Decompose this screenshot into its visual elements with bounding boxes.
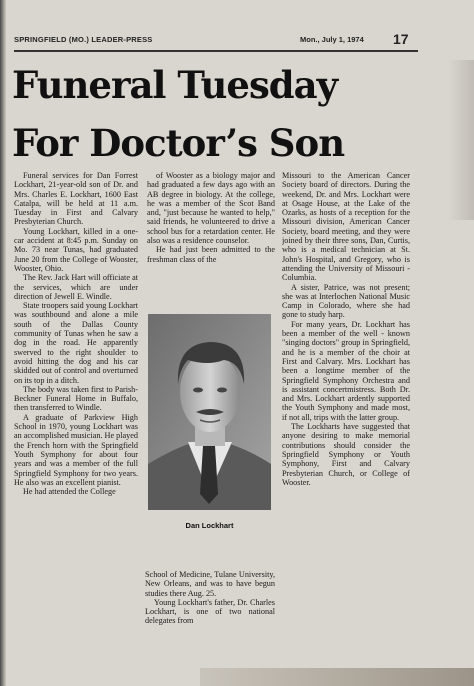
paragraph: Missouri to the American Cancer Society board of directors. During the weekend, Dr. and Mrs. Lockhart were at Osage House, at the Lake of the Ozarks, as hosts of a reception for the Missouri division, American Cancer Society, board meeting, and they were joined by their three sons, Dan, Curtis, who is a medical technician at St. John's Hospital, and Gregory, who is attending the University of Missouri - Columbia.: [282, 171, 410, 283]
article-column-1: [14, 171, 138, 659]
paragraph: State troopers said young Lockhart was southbound and alone a mile south of the Dallas County community of Tunas when he saw a dog in the road. He apparently swerved to the right shoulder to avoid hitting the dog and his car skidded out of control and overturned on its top in a ditch.: [14, 301, 138, 385]
masthead-page-number: 17: [393, 31, 409, 47]
paragraph: A graduate of Parkview High School in 1970, young Lockhart was an accomplished musician. He played the French horn with the Springfield Youth Symphony for about four years and was a member of the full Springfield Symphony for two years. He also was an excellent pianist.: [14, 412, 138, 487]
article-column-2-top: [147, 171, 275, 313]
paragraph: He had attended the College: [23, 487, 116, 497]
paragraph: A sister, Patrice, was not present; she was at Interlochen National Music Camp in Colorado, where she had gone to study harp.: [282, 282, 410, 320]
paragraph: Young Lockhart's father, Dr. Charles Lockhart, is one of two national delegates from: [145, 597, 275, 626]
paragraph: The Lockharts have suggested that anyone desiring to make memorial contributions should consider the Springfield Symphony or Youth Symphony, First and Calvary Presbyterian Church, or College of Wooster.: [282, 422, 410, 487]
portrait-photo: [148, 314, 271, 510]
adjacent-clipping-strip: [200, 668, 474, 686]
headline-line-2: For Doctor’s Son: [12, 121, 345, 165]
masthead-paper: SPRINGFIELD (MO.) LEADER-PRESS: [14, 35, 153, 44]
headline-line-1: Funeral Tuesday: [12, 63, 338, 107]
article-column-3: [282, 171, 410, 669]
masthead-rule: [14, 50, 418, 52]
photo-caption: Dan Lockhart: [185, 521, 234, 530]
paragraph: Funeral services for Dan Forrest Lockhart, 21-year-old son of Dr. and Mrs. Charles E. Lockhart, 1600 East Catalpa, will be held at 11 a.m. Tuesday in First and Calvary Presbyterian Church.: [14, 171, 138, 227]
paragraph: Young Lockhart, killed in a one-car accident at 8:45 p.m. Sunday on Mo. 73 near Tunas, had graduated June 20 from the College of Wooster, Wooster, Ohio.: [14, 226, 138, 273]
paragraph: The Rev. Jack Hart will officiate at the services, which are under direction of Jewell E. Windle.: [14, 273, 138, 301]
paragraph: of Wooster as a biology major and had graduated a few days ago with an AB degree in biology. At the college, he was a member of the Scot Band and, "just because he wanted to help," said friends, he volunteered to drive a school bus for a retardation center. He also was a residence counselor.: [147, 171, 275, 246]
paragraph: He had just been admitted to the freshman class of the: [147, 245, 275, 264]
paragraph: The body was taken first to Parish-Beckner Funeral Home in Buffalo, then transferred to Windle.: [14, 384, 138, 413]
adjacent-page-bleed: [448, 60, 474, 220]
page-edge-shadow: [0, 0, 6, 686]
article-column-2-bottom: [145, 570, 275, 670]
paragraph: For many years, Dr. Lockhart has been a member of the well - known "singing doctors" group in Springfield, and he is a member of the choir at First and Calvary. Mrs. Lockhart has been a longtime member of the Springfield Symphony Orchestra and is assistant concertmistress. Both Dr. and Mrs. Lockhart ardently supported the Youth Symphony and made most, if not all, trips with the latter group.: [282, 319, 410, 422]
masthead-date: Mon., July 1, 1974: [300, 35, 364, 44]
portrait-illustration: [148, 314, 271, 510]
paragraph: School of Medicine, Tulane University, New Orleans, and was to have begun studies there Aug. 25.: [145, 570, 275, 598]
